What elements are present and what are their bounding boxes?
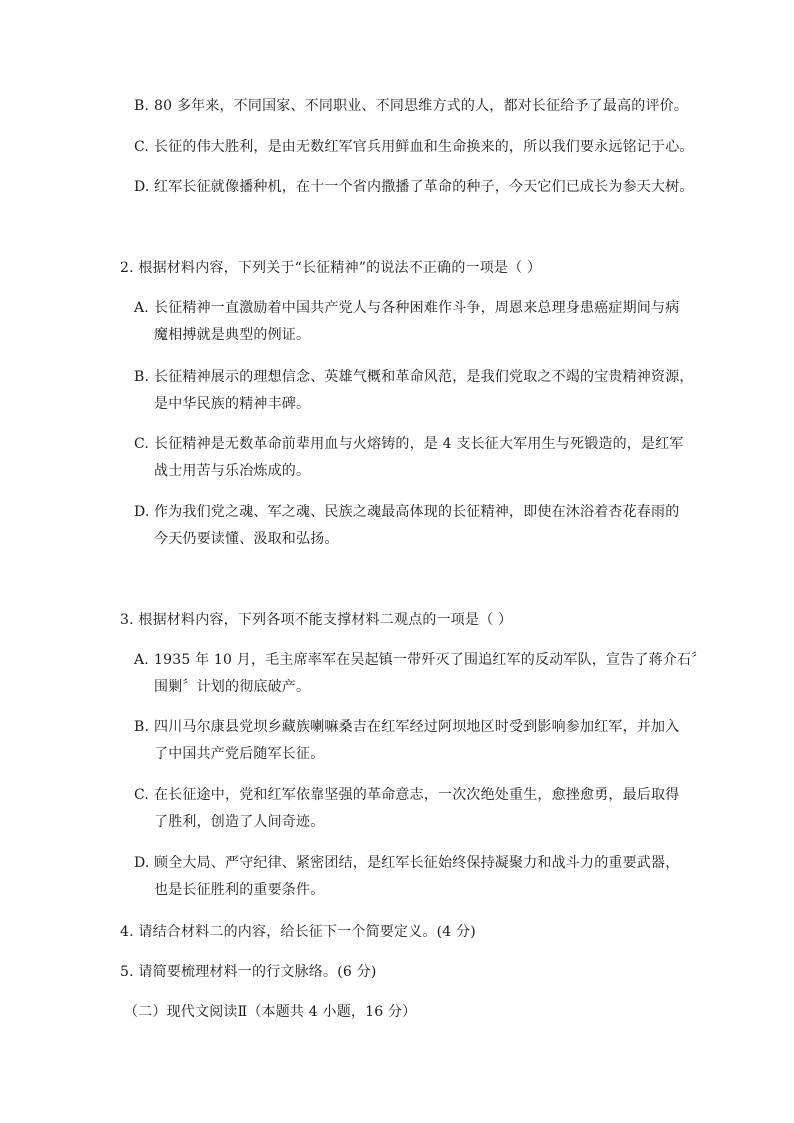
question-4: 4. 请结合材料二的内容，给长征下一个简要定义。(4 分) [120, 924, 476, 940]
option-text: 顾全大局、严守纪律、紧密团结，是红军长征始终保持凝聚力和战斗力的重要武器， [154, 855, 680, 871]
option-label: D. [134, 179, 150, 195]
option-label: B. [134, 369, 150, 385]
option-label: C. [134, 139, 150, 155]
option-text: 80 多年来，不同国家、不同职业、不同思维方式的人，都对长征给予了最高的评价。 [154, 98, 689, 114]
section-heading: （二）现代文阅读Ⅱ（本题共 4 小题，16 分） [124, 1004, 417, 1020]
option-label: B. [134, 98, 150, 114]
option-label: D. [134, 504, 150, 520]
option-text: 红军长征就像播种机，在十一个省内撒播了革命的种子，今天它们已成长为参天大树。 [154, 179, 694, 195]
q3-option-a-cont: 围剿〞计划的彻底破产。 [154, 679, 311, 695]
option-c-prev [134, 137, 694, 157]
q2-option-d-cont: 今天仍要读懂、汲取和弘扬。 [154, 531, 339, 547]
q2-option-a-cont: 魔相搏就是典型的例证。 [154, 327, 311, 343]
option-label: C. [134, 787, 150, 803]
option-text: 长征精神展示的理想信念、英雄气概和革命风范，是我们党取之不竭的宝贵精神资源， [154, 369, 694, 385]
q3-option-c [134, 785, 679, 805]
option-text: 长征精神是无数革命前辈用血与火熔铸的，是 4 支长征大军用生与死锻造的，是红军 [154, 436, 684, 452]
q2-option-c [134, 434, 684, 454]
option-text: 在长征途中，党和红军依靠坚强的革命意志，一次次绝处重生，愈挫愈勇，最后取得 [154, 787, 680, 803]
option-text: 长征的伟大胜利，是由无数红军官兵用鲜血和生命换来的，所以我们要永远铭记于心。 [154, 139, 694, 155]
option-d-prev [134, 177, 694, 197]
question-5: 5. 请简要梳理材料一的行文脉络。(6 分) [120, 964, 377, 980]
question-3-stem: 3. 根据材料内容，下列各项不能支撑材料二观点的一项是（ ） [120, 612, 513, 628]
q3-option-d-cont: 也是长征胜利的重要条件。 [154, 882, 325, 898]
option-label: A. [134, 652, 149, 668]
q3-option-d [134, 853, 679, 873]
question-2-stem: 2. 根据材料内容，下列关于“长征精神”的说法不正确的一项是（ ） [120, 260, 542, 276]
q2-option-b [134, 367, 694, 387]
q3-option-c-cont: 了胜利，创造了人间奇迹。 [154, 814, 325, 830]
option-text: 1935 年 10 月，毛主席率军在吴起镇一带歼灭了围追红军的反动军队，宣告了蒋介石〞 [154, 652, 706, 668]
option-text: 作为我们党之魂、军之魂、民族之魂最高体现的长征精神，即使在沐浴着杏花春雨的 [154, 504, 680, 520]
option-label: B. [134, 719, 150, 735]
option-label: A. [134, 300, 149, 316]
q3-option-b [134, 717, 679, 737]
option-text: 四川马尔康县党坝乡藏族喇嘛桑吉在红军经过阿坝地区时受到影响参加红军，并加入 [154, 719, 680, 735]
q3-option-b-cont: 了中国共产党后随军长征。 [154, 746, 325, 762]
q2-option-c-cont: 战士用苦与乐冶炼成的。 [154, 463, 311, 479]
q2-option-b-cont: 是中华民族的精神丰碑。 [154, 396, 311, 412]
option-label: C. [134, 436, 150, 452]
q2-option-a [134, 298, 679, 318]
q2-option-d [134, 502, 679, 522]
option-text: 长征精神一直激励着中国共产党人与各种困难作斗争，周恩来总理身患癌症期间与病 [154, 300, 680, 316]
option-label: D. [134, 855, 150, 871]
q3-option-a [134, 650, 705, 670]
option-b-prev [134, 96, 688, 116]
